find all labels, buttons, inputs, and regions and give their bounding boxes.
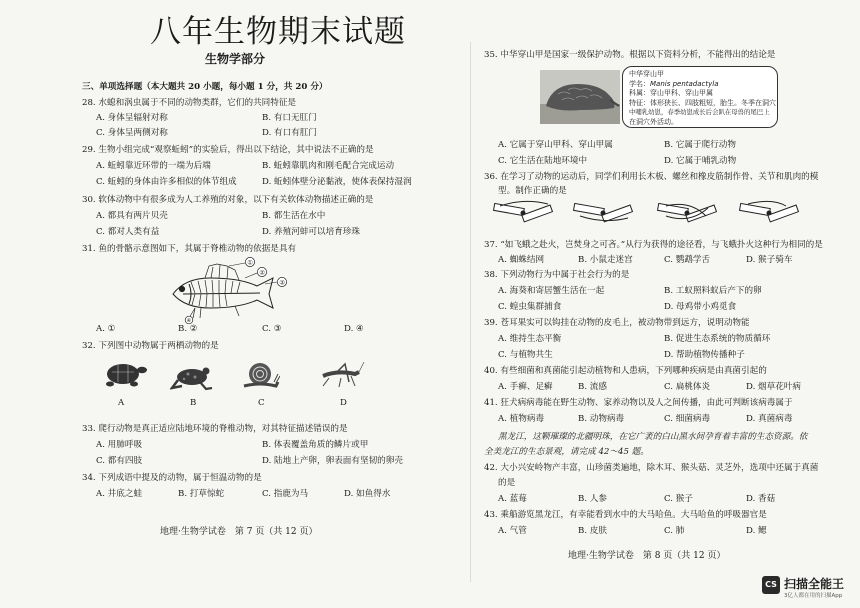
- option-28d: D. 有口有肛门: [262, 128, 318, 138]
- question-37: 37. “如飞蛾之赴火，岂焚身之可吝。”从行为获得的途径看，与飞蛾扑火这种行为相同的是: [484, 240, 823, 250]
- question-36-cont: 型。制作正确的是: [498, 186, 567, 196]
- option-43a: A. 气管: [498, 526, 527, 536]
- option-42b: B. 人参: [578, 494, 607, 504]
- option-40c: C. 扁桃体炎: [664, 382, 711, 392]
- option-31a: A. ①: [96, 324, 116, 334]
- option-33c: C. 都有四肢: [96, 456, 143, 466]
- snail-figure: [240, 358, 280, 392]
- option-37c: C. 鹦鹉学舌: [664, 255, 711, 265]
- option-32b: B: [190, 398, 197, 408]
- option-40d: D. 烟草花叶病: [746, 382, 802, 392]
- pangolin-name: 中华穿山甲: [629, 70, 664, 78]
- grasshopper-figure: [315, 360, 365, 390]
- question-42-cont: 的是: [498, 478, 516, 488]
- option-35d: D. 它属于哺乳动物: [664, 156, 737, 166]
- option-37b: B. 小鼠走迷宫: [578, 255, 633, 265]
- question-28: 28. 水螅和涡虫属于不同的动物类群，它们的共同特征是: [82, 98, 297, 108]
- scanner-tagline: 3亿人都在用的扫描App: [784, 593, 843, 599]
- pangolin-photo: [540, 70, 620, 124]
- question-35: 35. 中华穿山甲是国家一级保护动物。根据以下资料分析，不能得出的结论是: [484, 50, 776, 60]
- option-32a: A: [118, 398, 125, 408]
- section-heading: 三、单项选择题（本大题共 20 小题，每小题 1 分，共 20 分）: [82, 82, 328, 92]
- option-38b: B. 工蚁照料蚁后产下的卵: [664, 286, 762, 296]
- option-33b: B. 体表覆盖角质的鳞片或甲: [262, 440, 369, 450]
- option-29d: D. 蚯蚓体壁分泌黏液，使体表保持湿润: [262, 177, 412, 187]
- pangolin-traits-2: 中哺乳幼崽，春季幼崽成长后会趴在母兽的尾巴上: [629, 108, 770, 117]
- option-28c: C. 身体呈两侧对称: [96, 128, 168, 138]
- fish-label-1: ①: [247, 259, 253, 267]
- option-39c: C. 与植物共生: [498, 350, 553, 360]
- option-37d: D. 猴子骑车: [746, 255, 793, 265]
- option-28b: B. 有口无肛门: [262, 113, 317, 123]
- page-divider: [470, 42, 471, 582]
- option-43b: B. 皮肤: [578, 526, 607, 536]
- option-32d: D: [340, 398, 347, 408]
- option-35a: A. 它属于穿山甲科、穿山甲属: [498, 140, 613, 150]
- fish-skeleton-figure: [165, 256, 295, 324]
- option-38d: D. 母鸡带小鸡觅食: [664, 302, 737, 312]
- question-36: 36. 在学习了动物的运动后，同学们利用长木板、螺丝和橡皮筋制作骨、关节和肌肉的模: [484, 172, 819, 182]
- option-34c: C. 指鹿为马: [262, 489, 309, 499]
- option-29b: B. 蚯蚓靠肌肉和刚毛配合完成运动: [262, 161, 395, 171]
- turtle-figure: [98, 356, 148, 392]
- option-43c: C. 肺: [664, 526, 685, 536]
- pangolin-info-card: [622, 66, 778, 128]
- pangolin-sci-label: 学名：: [629, 79, 650, 88]
- pangolin-traits-3: 在洞穴外活动。: [629, 117, 678, 126]
- option-41a: A. 植物病毒: [498, 414, 545, 424]
- option-41b: B. 动物病毒: [578, 414, 625, 424]
- option-34d: D. 如鱼得水: [344, 489, 391, 499]
- pangolin-sci-name: Manis pentadactyla: [650, 79, 719, 88]
- pangolin-family: 科属：穿山甲科、穿山甲属: [629, 89, 713, 98]
- joint-model-figures: [490, 200, 830, 226]
- option-31c: C. ③: [262, 324, 282, 334]
- option-34b: B. 打草惊蛇: [178, 489, 225, 499]
- question-38: 38. 下列动物行为中属于社会行为的是: [484, 270, 630, 280]
- question-41: 41. 狂犬病病毒能在野生动物、家养动物以及人之间传播，由此可判断该病毒属于: [484, 398, 793, 408]
- question-33: 33. 爬行动物是真正适应陆地环境的脊椎动物，对其特征描述错误的是: [82, 424, 348, 434]
- option-42d: D. 香菇: [746, 494, 776, 504]
- pangolin-traits-1: 特征：体形狭长、四肢粗短，胎生。冬季在洞穴: [629, 98, 776, 107]
- option-40a: A. 手癣、足癣: [498, 382, 553, 392]
- option-29c: C. 蚯蚓的身体由许多相似的体节组成: [96, 177, 237, 187]
- question-29: 29. 生物小组完成“观察蚯蚓”的实验后，得出以下结论，其中说法不正确的是: [82, 145, 374, 155]
- option-33a: A. 用肺呼吸: [96, 440, 143, 450]
- page-footer-left: 地理·生物学试卷 第 7 页（共 12 页）: [160, 527, 318, 537]
- scanner-logo: [762, 572, 856, 602]
- option-41d: D. 真菌病毒: [746, 414, 793, 424]
- option-38c: C. 蝗虫集群捕食: [498, 302, 562, 312]
- frog-figure: [170, 362, 218, 392]
- option-30b: B. 都生活在水中: [262, 211, 326, 221]
- question-39: 39. 苍耳果实可以钩挂在动物的皮毛上，被动物带到远方，说明动物能: [484, 318, 750, 328]
- option-39b: B. 促进生态系统的物质循环: [664, 334, 771, 344]
- option-28a: A. 身体呈辐射对称: [96, 113, 168, 123]
- option-41c: C. 细菌病毒: [664, 414, 711, 424]
- option-33d: D. 陆地上产卵，卵表面有坚韧的卵壳: [262, 456, 403, 466]
- page-subtitle: 生物学部分: [205, 52, 266, 66]
- question-30: 30. 软体动物中有很多成为人工养殖的对象，以下有关软体动物描述正确的是: [82, 195, 374, 205]
- cs-logo-icon: CS: [762, 576, 780, 594]
- option-30a: A. 都具有两片贝壳: [96, 211, 168, 221]
- option-29a: A. 蚯蚓靠近环带的一端为后端: [96, 161, 211, 171]
- option-39d: D. 帮助植物传播种子: [664, 350, 745, 360]
- page-footer-right: 地理·生物学试卷 第 8 页（共 12 页）: [568, 551, 726, 561]
- option-37a: A. 蜘蛛结网: [498, 255, 545, 265]
- pangolin-sci-row: [629, 80, 771, 90]
- option-34a: A. 井底之蛙: [96, 489, 143, 499]
- option-38a: A. 海葵和寄居蟹生活在一起: [498, 286, 605, 296]
- question-32: 32. 下列图中动物属于两栖动物的是: [82, 341, 219, 351]
- fish-label-2: ②: [259, 269, 265, 277]
- passage-line-2: 全美龙江的生态景观，请完成 42～45 题。: [484, 447, 649, 457]
- option-30c: C. 都对人类有益: [96, 227, 160, 237]
- scanner-app-name: 扫描全能王: [784, 577, 845, 591]
- question-40: 40. 有些细菌和真菌能引起动植物和人患病，下列哪种疾病是由真菌引起的: [484, 366, 767, 376]
- question-34: 34. 下列成语中提及的动物，属于恒温动物的是: [82, 473, 262, 483]
- option-30d: D. 养殖河蚌可以培育珍珠: [262, 227, 360, 237]
- option-31b: B. ②: [178, 324, 198, 334]
- fish-label-4: ④: [186, 318, 192, 324]
- question-43: 43. 乘船游览黑龙江，有幸能看到水中的大马哈鱼。大马哈鱼的呼吸器官是: [484, 510, 767, 520]
- question-31: 31. 鱼的骨骼示意图如下，其属于脊椎动物的依据是具有: [82, 244, 297, 254]
- page-title: 八年生物期末试题: [150, 14, 406, 50]
- option-43d: D. 鳃: [746, 526, 767, 536]
- option-35c: C. 它生活在陆地环境中: [498, 156, 588, 166]
- fish-label-3: ③: [279, 279, 285, 287]
- option-31d: D. ④: [344, 324, 364, 334]
- option-42a: A. 蓝莓: [498, 494, 527, 504]
- passage-line-1: 黑龙江，这颗璀璨的北疆明珠，在它广袤的白山黑水间孕育着丰富的生态资源。依: [498, 432, 808, 442]
- option-32c: C: [258, 398, 265, 408]
- option-39a: A. 维持生态平衡: [498, 334, 562, 344]
- option-40b: B. 流感: [578, 382, 607, 392]
- option-42c: C. 猴子: [664, 494, 693, 504]
- question-42: 42. 大小兴安岭物产丰富，山珍菌类遍地，除木耳、猴头菇、灵芝外，选项中还属于真菌: [484, 463, 819, 473]
- option-35b: B. 它属于爬行动物: [664, 140, 736, 150]
